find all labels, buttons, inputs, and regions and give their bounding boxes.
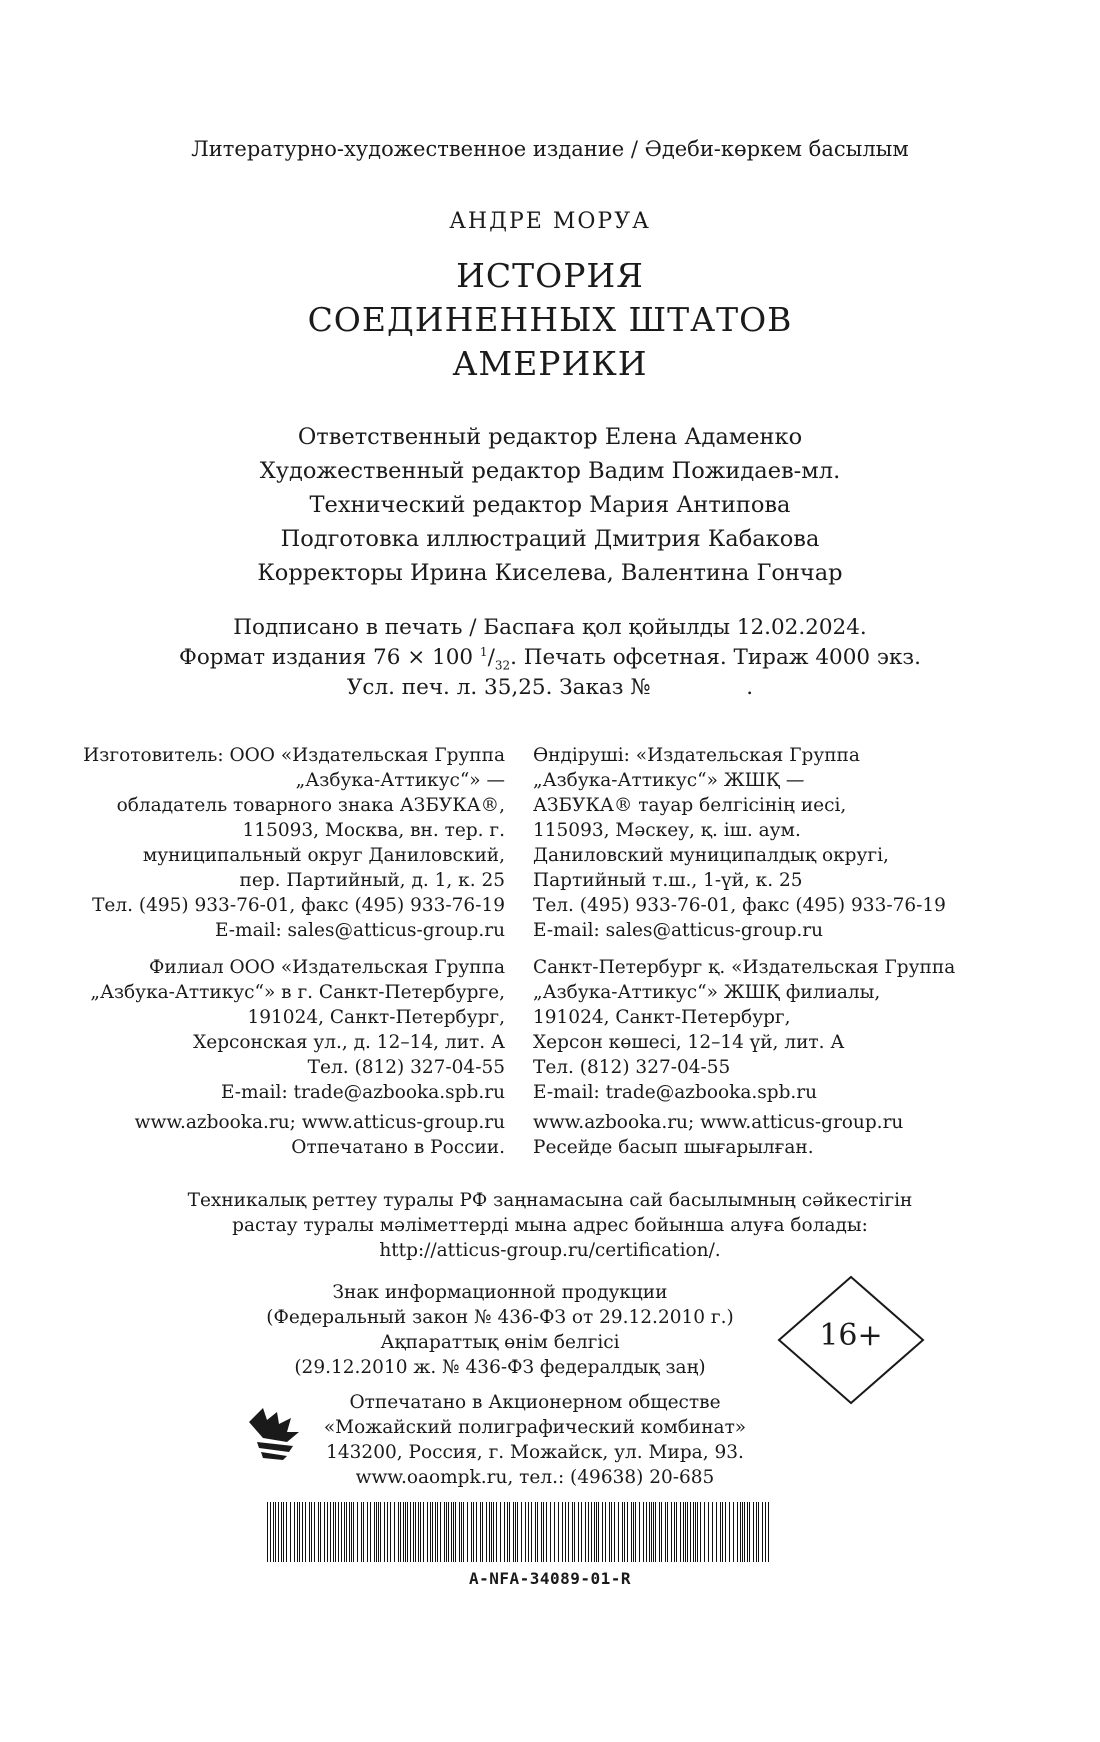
barcode-bar	[275, 1502, 276, 1562]
credit-line: Технический редактор Мария Антипова	[309, 492, 791, 518]
barcode-bar	[635, 1502, 636, 1562]
branch-ru-line: Тел. (812) 327-04-55	[307, 1057, 505, 1078]
manufacturer-kz-line: АЗБУКА® тауар белгісінің иесі,	[533, 795, 847, 816]
manufacturer-ru-line: пер. Партийный, д. 1, к. 25	[239, 870, 505, 891]
barcode-bar	[758, 1502, 759, 1562]
barcode-bar	[504, 1502, 505, 1562]
barcode-bar	[572, 1502, 573, 1562]
barcode-bar	[683, 1502, 684, 1562]
barcode-bar	[286, 1502, 287, 1562]
barcode-bar	[712, 1502, 713, 1562]
barcode-bar	[311, 1502, 312, 1562]
branch-kz-line: Санкт-Петербург қ. «Издательская Группа	[533, 957, 956, 978]
barcode-bar	[578, 1502, 579, 1562]
barcode-bar	[633, 1502, 634, 1562]
manufacturer-ru-line: Изготовитель: ООО «Издательская Группа	[83, 745, 505, 766]
barcode-bar	[639, 1502, 640, 1562]
format-suffix: . Печать офсетная. Тираж 4000 экз.	[510, 645, 921, 671]
barcode-bar	[500, 1502, 501, 1562]
barcode-bar	[448, 1502, 449, 1562]
barcode-bar	[725, 1502, 726, 1562]
barcode-bar	[440, 1502, 441, 1562]
barcode-bar	[541, 1502, 542, 1562]
barcode-bar	[384, 1502, 385, 1562]
barcode-bar	[768, 1502, 769, 1562]
branch-kz-line: Херсон көшесі, 12–14 үй, лит. А	[533, 1032, 845, 1053]
barcode-bar	[591, 1502, 592, 1562]
barcode-bar	[588, 1502, 589, 1562]
barcode-bar	[507, 1502, 508, 1562]
barcode-bar	[435, 1502, 436, 1562]
print-sheets: Усл. печ. л. 35,25. Заказ № .	[346, 675, 754, 700]
barcode-bar	[467, 1502, 468, 1562]
barcode-bar	[594, 1502, 595, 1562]
manufacturer-ru-line: „Азбука-Аттикус“» —	[295, 770, 505, 791]
barcode-bar	[693, 1502, 694, 1562]
barcode-bar	[517, 1502, 518, 1562]
websites-ru: www.azbooka.ru; www.atticus-group.ru	[134, 1112, 505, 1133]
author-name: АНДРЕ МОРУА	[449, 209, 651, 234]
credit-line: Художественный редактор Вадим Пожидаев-мл.	[259, 458, 841, 484]
barcode-bar	[344, 1502, 345, 1562]
barcode-bar	[574, 1502, 575, 1562]
barcode-bar	[400, 1502, 401, 1562]
barcode-bar	[546, 1502, 547, 1562]
manufacturer-kz-line: 115093, Мәскеу, қ. іш. аум.	[533, 820, 801, 841]
barcode-bar	[558, 1502, 559, 1562]
barcode-bar	[327, 1502, 328, 1562]
barcode-bar	[324, 1502, 325, 1562]
printer-line: Отпечатано в Акционерном обществе	[349, 1392, 721, 1413]
barcode-bar	[687, 1502, 688, 1562]
manufacturer-ru-email: E-mail: sales@atticus-group.ru	[214, 920, 505, 941]
barcode-bar	[716, 1502, 717, 1562]
manufacturer-kz-email: E-mail: sales@atticus-group.ru	[533, 920, 824, 941]
barcode-bar	[609, 1502, 610, 1562]
barcode-bar	[378, 1502, 379, 1562]
barcode-label: A-NFA-34089-01-R	[468, 1569, 632, 1588]
barcode-bar	[410, 1502, 411, 1562]
barcode-bar	[671, 1502, 672, 1562]
barcode-bar	[476, 1502, 477, 1562]
barcode-bar	[554, 1502, 555, 1562]
barcode-bar	[676, 1502, 677, 1562]
barcode-bar	[496, 1502, 497, 1562]
barcode-bar	[749, 1502, 750, 1562]
barcode-bar	[535, 1502, 536, 1562]
info-sign-line: (Федеральный закон № 436-ФЗ от 29.12.2010 г.)	[266, 1307, 734, 1328]
printed-in-russia-kz: Ресейде басып шығарылған.	[533, 1137, 814, 1158]
barcode-bar	[543, 1502, 544, 1562]
barcode-bar	[565, 1502, 566, 1562]
barcode-bar	[363, 1502, 364, 1562]
barcode-bar	[491, 1502, 492, 1562]
barcode-bar	[531, 1502, 532, 1562]
barcode-bar	[618, 1502, 619, 1562]
format-fraction-denominator: 32	[494, 658, 511, 673]
barcode-bar	[453, 1502, 454, 1562]
branch-kz-email: E-mail: trade@azbooka.spb.ru	[533, 1082, 818, 1103]
barcode-bar	[525, 1502, 526, 1562]
barcode-bar	[302, 1502, 303, 1562]
barcode-bar	[420, 1502, 421, 1562]
barcode-bar	[297, 1502, 298, 1562]
certification-line: растау туралы мәліметтерді мына адрес бойынша алуға болады:	[232, 1215, 868, 1236]
credit-line: Ответственный редактор Елена Адаменко	[297, 424, 803, 450]
barcode-bar	[357, 1502, 358, 1562]
branch-kz-line: 191024, Санкт-Петербург,	[533, 1007, 791, 1028]
barcode-bar	[708, 1502, 709, 1562]
branch-ru-line: Херсонская ул., д. 12–14, лит. А	[193, 1032, 505, 1053]
barcode-bar	[585, 1502, 586, 1562]
barcode-bar	[581, 1502, 582, 1562]
barcode-bar	[403, 1502, 404, 1562]
barcode-bar	[278, 1502, 279, 1562]
credit-line: Подготовка иллюстраций Дмитрия Кабакова	[280, 526, 820, 552]
barcode-bar	[473, 1502, 474, 1562]
book-title-line-3: АМЕРИКИ	[452, 344, 648, 383]
barcode-bar	[765, 1502, 766, 1562]
barcode	[265, 1502, 775, 1562]
barcode-bar	[509, 1502, 510, 1562]
barcode-bar	[643, 1502, 644, 1562]
barcode-bar	[273, 1502, 274, 1562]
age-rating: 16+	[819, 1318, 883, 1353]
credit-line: Корректоры Ирина Киселева, Валентина Гончар	[257, 560, 843, 586]
barcode-bar	[283, 1502, 284, 1562]
barcode-bar	[513, 1502, 514, 1562]
book-title-line-1: ИСТОРИЯ	[456, 256, 644, 295]
barcode-bar	[376, 1502, 377, 1562]
printer-line: «Можайский полиграфический комбинат»	[323, 1417, 747, 1438]
barcode-bar	[624, 1502, 625, 1562]
barcode-bar	[451, 1502, 452, 1562]
book-title-line-2: СОЕДИНЕННЫХ ШТАТОВ	[307, 300, 793, 339]
barcode-bar	[349, 1502, 350, 1562]
barcode-bar	[314, 1502, 315, 1562]
barcode-bar	[480, 1502, 481, 1562]
barcode-bar	[320, 1502, 321, 1562]
barcode-bar	[659, 1502, 660, 1562]
barcode-bar	[722, 1502, 723, 1562]
branch-ru-email: E-mail: trade@azbooka.spb.ru	[220, 1082, 505, 1103]
barcode-bar	[309, 1502, 310, 1562]
manufacturer-kz-line: Өндіруші: «Издательская Группа	[533, 745, 860, 766]
barcode-bar	[415, 1502, 416, 1562]
barcode-bar	[521, 1502, 522, 1562]
format-fraction-numerator: 1	[479, 645, 488, 659]
manufacturer-ru-line: 115093, Москва, вн. тер. г.	[242, 820, 505, 841]
barcode-bar	[614, 1502, 615, 1562]
manufacturer-kz-line: Партийный т.ш., 1-үй, к. 25	[533, 870, 803, 891]
barcode-bar	[528, 1502, 529, 1562]
barcode-bar	[631, 1502, 632, 1562]
barcode-bar	[537, 1502, 538, 1562]
barcode-bar	[720, 1502, 721, 1562]
barcode-bar	[294, 1502, 295, 1562]
manufacturer-ru-line: муниципальный округ Даниловский,	[142, 845, 505, 866]
barcode-bar	[667, 1502, 668, 1562]
info-sign-line: Знак информационной продукции	[332, 1282, 668, 1303]
manufacturer-kz-line: Тел. (495) 933-76-01, факс (495) 933-76-19	[533, 895, 946, 916]
barcode-bar	[335, 1502, 336, 1562]
publication-type-line: Литературно-художественное издание / Әдеби-көркем басылым	[191, 137, 909, 161]
websites-kz: www.azbooka.ru; www.atticus-group.ru	[533, 1112, 904, 1133]
barcode-bar	[622, 1502, 623, 1562]
barcode-bar	[367, 1502, 368, 1562]
barcode-bar	[482, 1502, 483, 1562]
manufacturer-kz-line: Даниловский муниципалдық округі,	[533, 845, 889, 866]
barcode-bar	[338, 1502, 339, 1562]
printer-line: 143200, Россия, г. Можайск, ул. Мира, 93.	[326, 1442, 744, 1463]
barcode-bar	[281, 1502, 282, 1562]
barcode-bar	[674, 1502, 675, 1562]
barcode-bar	[270, 1502, 271, 1562]
manufacturer-ru-line: Тел. (495) 933-76-01, факс (495) 933-76-19	[92, 895, 505, 916]
barcode-bar	[471, 1502, 472, 1562]
barcode-bar	[427, 1502, 428, 1562]
barcode-bar	[405, 1502, 406, 1562]
barcode-bar	[602, 1502, 603, 1562]
barcode-bar	[562, 1502, 563, 1562]
barcode-bar	[690, 1502, 691, 1562]
barcode-bar	[290, 1502, 291, 1562]
barcode-bar	[437, 1502, 438, 1562]
printed-in-russia-ru: Отпечатано в России.	[291, 1137, 505, 1158]
barcode-bar	[651, 1502, 652, 1562]
barcode-bar	[394, 1502, 395, 1562]
barcode-bar	[742, 1502, 743, 1562]
barcode-bar	[318, 1502, 319, 1562]
barcode-bar	[459, 1502, 460, 1562]
barcode-bar	[655, 1502, 656, 1562]
printer-line: www.oaompk.ru, тел.: (49638) 20-685	[355, 1467, 715, 1488]
barcode-bar	[627, 1502, 628, 1562]
signed-to-print: Подписано в печать / Баспаға қол қойылды 12.02.2024.	[233, 615, 867, 640]
barcode-bar	[700, 1502, 701, 1562]
branch-ru-line: 191024, Санкт-Петербург,	[247, 1007, 505, 1028]
barcode-bar	[489, 1502, 490, 1562]
barcode-bar	[685, 1502, 686, 1562]
barcode-bar	[493, 1502, 494, 1562]
barcode-bar	[430, 1502, 431, 1562]
barcode-bar	[486, 1502, 487, 1562]
barcode-bar	[747, 1502, 748, 1562]
barcode-bar	[444, 1502, 445, 1562]
barcode-bar	[387, 1502, 388, 1562]
barcode-bar	[463, 1502, 464, 1562]
barcode-bar	[446, 1502, 447, 1562]
barcode-bar	[611, 1502, 612, 1562]
certification-line: Техникалық реттеу туралы РФ заңнамасына сай басылымның сәйкестігін	[187, 1190, 913, 1211]
format-prefix: Формат издания 76 × 100	[179, 645, 480, 671]
branch-kz-line: Тел. (812) 327-04-55	[533, 1057, 731, 1078]
barcode-bar	[661, 1502, 662, 1562]
barcode-bar	[333, 1502, 334, 1562]
barcode-bar	[346, 1502, 347, 1562]
barcode-bar	[407, 1502, 408, 1562]
barcode-bar	[361, 1502, 362, 1562]
barcode-bar	[680, 1502, 681, 1562]
barcode-bar	[341, 1502, 342, 1562]
edition-format: Формат издания 76 × 100 $^1/_{32}$. Печать офсетная. Тираж 4000 экз.	[179, 645, 921, 673]
barcode-bar	[398, 1502, 399, 1562]
branch-ru-line: Филиал ООО «Издательская Группа	[149, 957, 505, 978]
barcode-bar	[461, 1502, 462, 1562]
barcode-bar	[353, 1502, 354, 1562]
barcode-bar	[729, 1502, 730, 1562]
barcode-bar	[432, 1502, 433, 1562]
barcode-bar	[653, 1502, 654, 1562]
info-sign-line: (29.12.2010 ж. № 436-ФЗ федералдық заң)	[294, 1357, 706, 1378]
barcode-bar	[737, 1502, 738, 1562]
barcode-bar	[744, 1502, 745, 1562]
barcode-bar	[704, 1502, 705, 1562]
barcode-bar	[390, 1502, 391, 1562]
barcode-bar	[697, 1502, 698, 1562]
barcode-bar	[596, 1502, 597, 1562]
branch-ru-line: „Азбука-Аттикус“» в г. Санкт-Петербурге,	[90, 982, 505, 1003]
barcode-bar	[646, 1502, 647, 1562]
barcode-bar	[568, 1502, 569, 1562]
info-sign-line: Ақпараттық өнім белгісі	[380, 1332, 620, 1353]
barcode-bar	[351, 1502, 352, 1562]
barcode-bar	[413, 1502, 414, 1562]
barcode-bar	[740, 1502, 741, 1562]
barcode-bar	[515, 1502, 516, 1562]
barcode-bar	[598, 1502, 599, 1562]
barcode-bar	[299, 1502, 300, 1562]
barcode-bar	[649, 1502, 650, 1562]
barcode-bar	[423, 1502, 424, 1562]
certification-url: http://atticus-group.ru/certification/.	[379, 1240, 721, 1261]
barcode-bar	[605, 1502, 606, 1562]
barcode-bar	[756, 1502, 757, 1562]
barcode-bar	[733, 1502, 734, 1562]
barcode-bar	[418, 1502, 419, 1562]
barcode-bar	[695, 1502, 696, 1562]
barcode-bar	[380, 1502, 381, 1562]
barcode-bar	[762, 1502, 763, 1562]
barcode-bar	[753, 1502, 754, 1562]
barcode-bar	[374, 1502, 375, 1562]
barcode-bar	[665, 1502, 666, 1562]
barcode-bar	[550, 1502, 551, 1562]
manufacturer-kz-line: „Азбука-Аттикус“» ЖШҚ —	[533, 770, 805, 791]
barcode-bar	[455, 1502, 456, 1562]
branch-kz-line: „Азбука-Аттикус“» ЖШҚ филиалы,	[533, 982, 881, 1003]
manufacturer-ru-line: обладатель товарного знака АЗБУКА®,	[116, 795, 505, 816]
barcode-bar	[305, 1502, 306, 1562]
barcode-bar	[330, 1502, 331, 1562]
barcode-bar	[370, 1502, 371, 1562]
barcode-bar	[267, 1502, 268, 1562]
